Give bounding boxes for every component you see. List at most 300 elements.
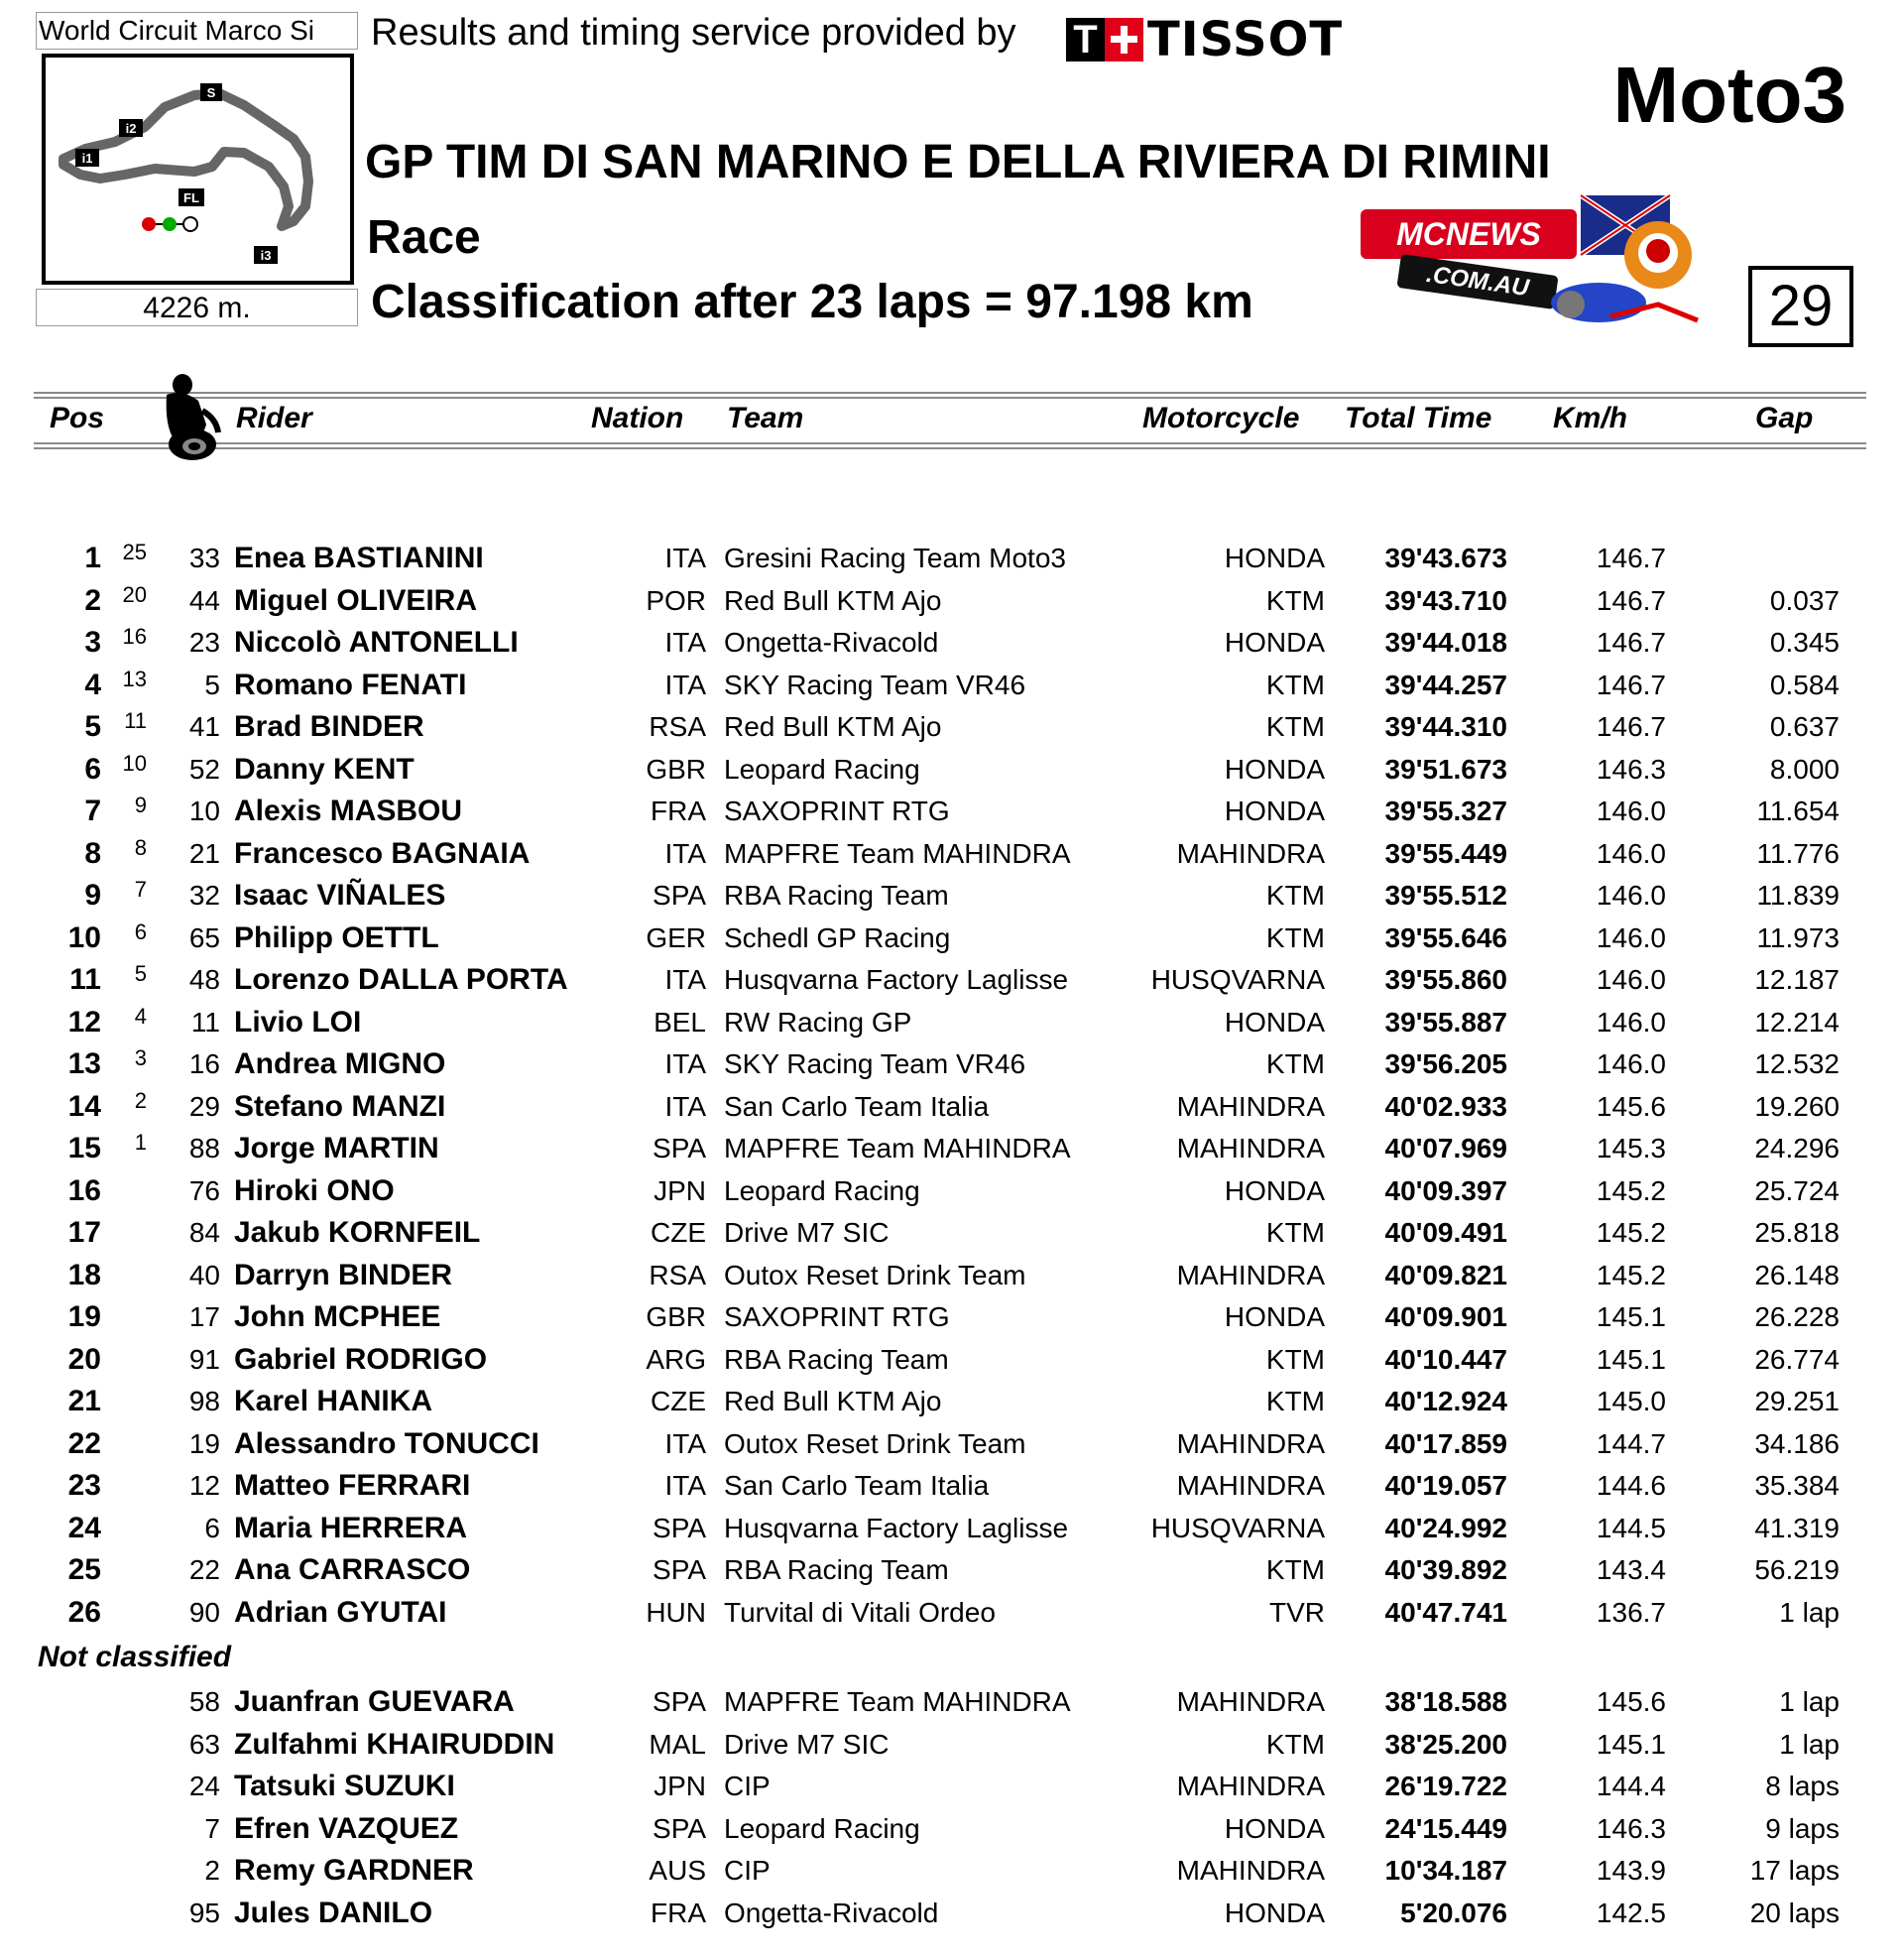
nation: BEL (654, 1006, 706, 1038)
gap: 11.776 (1756, 837, 1840, 869)
speed-kmh: 145.0 (1596, 1386, 1666, 1416)
result-row (0, 706, 1904, 748)
nation: SPA (653, 880, 706, 911)
result-row (0, 665, 1904, 706)
gap: 11.973 (1756, 921, 1840, 953)
header-divider-top-2 (34, 397, 1866, 399)
rider-name: Alexis MASBOU (234, 795, 463, 827)
rider-number: 84 (188, 1217, 220, 1248)
motorcycle: KTM (1265, 1554, 1325, 1585)
points: 1 (134, 1130, 147, 1155)
team: MAPFRE Team MAHINDRA (724, 1133, 1071, 1163)
total-time: 26'19.722 (1384, 1771, 1507, 1801)
total-time: 39'43.673 (1384, 543, 1507, 573)
nation: SPA (653, 1812, 706, 1844)
team: Drive M7 SIC (724, 1728, 890, 1760)
speed-kmh: 146.7 (1596, 543, 1666, 573)
motorcycle: HONDA (1224, 1174, 1325, 1206)
position: 5 (84, 710, 101, 743)
total-time: 39'55.449 (1384, 837, 1507, 869)
rider-number: 24 (188, 1771, 220, 1801)
result-row (0, 833, 1904, 875)
result-row (0, 1296, 1904, 1338)
motorcycle: KTM (1265, 669, 1325, 700)
not-classified-row (0, 1766, 1904, 1807)
result-row (0, 1381, 1904, 1422)
speed-kmh: 145.2 (1596, 1259, 1666, 1290)
result-row (0, 749, 1904, 791)
rider-number: 22 (188, 1554, 220, 1585)
team: Outox Reset Drink Team (724, 1427, 1026, 1459)
result-row (0, 538, 1904, 579)
motorcycle: MAHINDRA (1176, 837, 1325, 869)
position: 9 (84, 879, 101, 912)
nation: ITA (664, 1470, 706, 1501)
nation: SPA (653, 1686, 706, 1717)
result-row (0, 1423, 1904, 1465)
motorcycle: KTM (1265, 880, 1325, 911)
team: San Carlo Team Italia (724, 1090, 990, 1122)
rider-number: 58 (188, 1686, 220, 1717)
team: SAXOPRINT RTG (724, 1301, 950, 1332)
points: 7 (134, 877, 147, 902)
points: 8 (134, 834, 147, 860)
tissot-wordmark: TISSOT (1147, 12, 1344, 67)
team: MAPFRE Team MAHINDRA (724, 837, 1071, 869)
gap: 19.260 (1754, 1090, 1840, 1122)
position: 10 (67, 920, 101, 954)
not-classified-label: Not classified (38, 1641, 232, 1673)
total-time: 39'44.018 (1384, 627, 1507, 658)
rider-name: Darryn BINDER (234, 1258, 453, 1291)
total-time: 39'55.860 (1384, 964, 1507, 995)
rider-number: 21 (188, 837, 220, 869)
gap: 1 lap (1779, 1596, 1840, 1628)
position: 13 (67, 1047, 101, 1080)
position: 17 (67, 1216, 101, 1249)
total-time: 10'34.187 (1384, 1855, 1507, 1886)
rider-name: Matteo FERRARI (234, 1469, 471, 1502)
total-time: 39'55.512 (1384, 880, 1507, 911)
rider-number: 33 (188, 543, 220, 573)
points: 2 (134, 1087, 147, 1113)
points: 4 (134, 1003, 147, 1029)
nation: CZE (651, 1386, 706, 1416)
header-divider-bottom-2 (34, 447, 1866, 449)
rider-number: 65 (188, 921, 220, 953)
gap: 26.774 (1754, 1343, 1840, 1375)
nation: ARG (646, 1343, 706, 1375)
col-total-time-header: Total Time (1345, 402, 1492, 434)
speed-kmh: 146.0 (1596, 837, 1666, 869)
speed-kmh: 145.1 (1596, 1343, 1666, 1375)
watermark-line1: MCNEWS (1396, 216, 1541, 252)
classification-summary: Classification after 23 laps = 97.198 km (371, 276, 1253, 328)
motorcycle: KTM (1265, 1217, 1325, 1248)
gap: 34.186 (1754, 1427, 1840, 1459)
team: MAPFRE Team MAHINDRA (724, 1686, 1071, 1717)
rider-name: Brad BINDER (234, 710, 424, 743)
watermark-line2: .COM.AU (1424, 260, 1531, 303)
motorcycle: KTM (1265, 1048, 1325, 1079)
position: 12 (67, 1005, 101, 1039)
svg-text:FL: FL (183, 190, 199, 205)
speed-kmh: 146.0 (1596, 1006, 1666, 1038)
team: Husqvarna Factory Laglisse (724, 964, 1069, 995)
gap: 12.187 (1754, 964, 1840, 995)
position: 8 (84, 836, 101, 870)
total-time: 24'15.449 (1384, 1812, 1507, 1844)
gap: 35.384 (1754, 1470, 1840, 1501)
col-nation-header: Nation (591, 402, 684, 434)
total-time: 40'09.821 (1384, 1259, 1507, 1290)
rider-name: Miguel OLIVEIRA (234, 583, 478, 617)
gap: 9 laps (1765, 1812, 1840, 1844)
nation: GER (646, 921, 706, 953)
col-rider-header: Rider (236, 402, 312, 434)
tissot-logo (1066, 12, 1344, 67)
rider-name: Romano FENATI (234, 668, 467, 701)
speed-kmh: 146.0 (1596, 921, 1666, 953)
total-time: 40'09.491 (1384, 1217, 1507, 1248)
motorcycle: KTM (1265, 1343, 1325, 1375)
position: 1 (84, 542, 101, 574)
team: CIP (724, 1771, 771, 1801)
total-time: 40'17.859 (1384, 1427, 1507, 1459)
nation: ITA (664, 627, 706, 658)
speed-kmh: 143.4 (1596, 1554, 1666, 1585)
speed-kmh: 146.0 (1596, 880, 1666, 911)
speed-kmh: 143.9 (1596, 1855, 1666, 1886)
svg-text:i1: i1 (81, 151, 93, 166)
event-title: GP TIM DI SAN MARINO E DELLA RIVIERA DI RIMINI (365, 136, 1551, 188)
speed-kmh: 144.6 (1596, 1470, 1666, 1501)
rider-name: Maria HERRERA (234, 1511, 468, 1544)
result-row (0, 1549, 1904, 1591)
gap: 26.148 (1754, 1259, 1840, 1290)
tissot-cross-icon: T (1066, 18, 1143, 61)
motorcycle: HONDA (1224, 543, 1325, 573)
result-row (0, 580, 1904, 622)
speed-kmh: 144.7 (1596, 1427, 1666, 1459)
rider-number: 10 (188, 796, 220, 826)
motorcycle: MAHINDRA (1176, 1855, 1325, 1886)
team: RBA Racing Team (724, 1343, 949, 1375)
rider-number: 17 (188, 1301, 220, 1332)
total-time: 40'09.397 (1384, 1174, 1507, 1206)
result-row (0, 1255, 1904, 1296)
motorcycle: MAHINDRA (1176, 1090, 1325, 1122)
page-number: 29 (1748, 266, 1853, 347)
points: 10 (122, 750, 147, 776)
nation: HUN (646, 1596, 706, 1628)
rider-number: 95 (188, 1897, 220, 1928)
motorcycle: HUSQVARNA (1150, 1512, 1325, 1543)
team: Schedl GP Racing (724, 921, 951, 953)
rider-number: 41 (188, 711, 220, 742)
motorcycle: HONDA (1224, 627, 1325, 658)
result-row (0, 1043, 1904, 1085)
position: 25 (67, 1553, 101, 1586)
gap: 25.724 (1754, 1174, 1840, 1206)
nation: SPA (653, 1554, 706, 1585)
result-row (0, 622, 1904, 664)
nation: ITA (664, 1427, 706, 1459)
gap: 8.000 (1769, 753, 1840, 785)
rider-number: 12 (188, 1470, 220, 1501)
gap: 25.818 (1754, 1217, 1840, 1248)
speed-kmh: 145.3 (1596, 1133, 1666, 1163)
motorcycle: HONDA (1224, 1897, 1325, 1928)
rider-name: Enea BASTIANINI (234, 542, 484, 574)
rider-name: Tatsuki SUZUKI (234, 1770, 455, 1802)
team: RW Racing GP (724, 1006, 912, 1038)
rider-name: Stefano MANZI (234, 1089, 446, 1123)
result-row (0, 1508, 1904, 1549)
nation: GBR (646, 753, 706, 785)
team: CIP (724, 1855, 771, 1886)
motorcycle: HONDA (1224, 796, 1325, 826)
total-time: 40'19.057 (1384, 1470, 1507, 1501)
motorcycle: MAHINDRA (1176, 1133, 1325, 1163)
motorcycle: MAHINDRA (1176, 1470, 1325, 1501)
position: 11 (69, 963, 101, 996)
team: Turvital di Vitali Ordeo (724, 1596, 996, 1628)
nation: JPN (654, 1174, 706, 1206)
rider-number: 19 (188, 1427, 220, 1459)
mcnews-watermark (1361, 193, 1714, 330)
rider-number: 63 (188, 1728, 220, 1760)
speed-kmh: 142.5 (1596, 1897, 1666, 1928)
rider-number: 88 (188, 1133, 220, 1163)
motorcycle: KTM (1265, 711, 1325, 742)
header-divider-top (34, 392, 1866, 394)
result-row (0, 1086, 1904, 1128)
position: 7 (84, 795, 101, 827)
gap: 1 lap (1779, 1728, 1840, 1760)
gap: 56.219 (1754, 1554, 1840, 1585)
points: 25 (122, 540, 147, 564)
track-map (42, 54, 354, 285)
speed-kmh: 145.1 (1596, 1728, 1666, 1760)
total-time: 40'02.933 (1384, 1090, 1507, 1122)
rider-name: Hiroki ONO (234, 1173, 395, 1207)
speed-kmh: 146.7 (1596, 669, 1666, 700)
position: 21 (67, 1385, 101, 1417)
team: Red Bull KTM Ajo (724, 1386, 942, 1416)
team: SKY Racing Team VR46 (724, 669, 1026, 700)
rider-name: Niccolò ANTONELLI (234, 626, 519, 659)
points: 13 (122, 666, 147, 691)
rider-number: 5 (204, 669, 220, 700)
rider-name: Efren VAZQUEZ (234, 1811, 459, 1845)
motorcycle: HONDA (1224, 1301, 1325, 1332)
nation: RSA (649, 711, 706, 742)
total-time: 40'24.992 (1384, 1512, 1507, 1543)
total-time: 40'39.892 (1384, 1554, 1507, 1585)
gap: 11.839 (1756, 880, 1840, 911)
result-row (0, 791, 1904, 832)
motorcycle: MAHINDRA (1176, 1427, 1325, 1459)
rider-name: Danny KENT (234, 752, 415, 786)
result-row (0, 959, 1904, 1001)
rider-name: Philipp OETTL (234, 920, 439, 954)
total-time: 5'20.076 (1400, 1897, 1507, 1928)
rider-number: 11 (190, 1006, 220, 1038)
rider-number: 91 (188, 1343, 220, 1375)
motorcycle: KTM (1265, 584, 1325, 616)
nation: ITA (664, 964, 706, 995)
position: 2 (84, 583, 101, 617)
points: 6 (134, 918, 147, 944)
position: 6 (84, 752, 101, 786)
result-row (0, 875, 1904, 917)
total-time: 38'25.200 (1384, 1728, 1507, 1760)
team: SKY Racing Team VR46 (724, 1048, 1026, 1079)
col-motorcycle-header: Motorcycle (1142, 402, 1300, 434)
rider-name: Adrian GYUTAI (234, 1595, 447, 1629)
rider-name: Karel HANIKA (234, 1385, 433, 1417)
result-row (0, 1465, 1904, 1507)
gap: 12.214 (1754, 1006, 1840, 1038)
gap: 0.037 (1769, 584, 1840, 616)
result-row (0, 1002, 1904, 1043)
position: 16 (67, 1173, 101, 1207)
gap: 0.637 (1769, 711, 1840, 742)
speed-kmh: 136.7 (1596, 1596, 1666, 1628)
not-classified-row (0, 1808, 1904, 1850)
motorcycle: HUSQVARNA (1150, 964, 1325, 995)
rider-name: Lorenzo DALLA PORTA (234, 963, 568, 996)
rider-name: Livio LOI (234, 1005, 362, 1039)
nation: GBR (646, 1301, 706, 1332)
nation: ITA (664, 543, 706, 573)
speed-kmh: 146.7 (1596, 711, 1666, 742)
position: 23 (67, 1469, 101, 1502)
circuit-length: 4226 m. (36, 289, 358, 326)
points: 3 (134, 1045, 147, 1070)
team: Ongetta-Rivacold (724, 627, 939, 658)
speed-kmh: 146.3 (1596, 753, 1666, 785)
team: San Carlo Team Italia (724, 1470, 990, 1501)
nation: SPA (653, 1133, 706, 1163)
points: 11 (124, 708, 147, 733)
rider-number: 48 (188, 964, 220, 995)
points: 5 (134, 961, 147, 986)
nation: ITA (664, 837, 706, 869)
rider-name: Zulfahmi KHAIRUDDIN (234, 1727, 555, 1761)
team: Drive M7 SIC (724, 1217, 890, 1248)
gap: 11.654 (1756, 796, 1840, 826)
speed-kmh: 145.6 (1596, 1686, 1666, 1717)
gap: 0.584 (1769, 669, 1840, 700)
rider-name: Ana CARRASCO (234, 1553, 471, 1586)
result-row (0, 918, 1904, 959)
not-classified-row (0, 1850, 1904, 1892)
speed-kmh: 146.0 (1596, 1048, 1666, 1079)
not-classified-row (0, 1893, 1904, 1934)
gap: 29.251 (1754, 1386, 1840, 1416)
col-kmh-header: Km/h (1553, 402, 1627, 434)
total-time: 39'55.327 (1384, 796, 1507, 826)
total-time: 38'18.588 (1384, 1686, 1507, 1717)
timing-provider-text: Results and timing service provided by (371, 12, 1016, 54)
result-row (0, 1170, 1904, 1212)
speed-kmh: 144.4 (1596, 1771, 1666, 1801)
rider-number: 52 (188, 753, 220, 785)
speed-kmh: 146.3 (1596, 1812, 1666, 1844)
category-title: Moto3 (1612, 51, 1846, 139)
col-team-header: Team (727, 402, 804, 434)
total-time: 39'51.673 (1384, 753, 1507, 785)
motorcycle-rider-icon (153, 371, 226, 462)
nation: SPA (653, 1512, 706, 1543)
rider-name: Alessandro TONUCCI (234, 1426, 539, 1460)
position: 18 (67, 1258, 101, 1291)
total-time: 40'09.901 (1384, 1301, 1507, 1332)
nation: POR (646, 584, 706, 616)
team: RBA Racing Team (724, 1554, 949, 1585)
col-pos-header: Pos (50, 402, 105, 434)
rider-name: Francesco BAGNAIA (234, 836, 531, 870)
total-time: 39'44.257 (1384, 669, 1507, 700)
team: Leopard Racing (724, 1812, 920, 1844)
rider-number: 2 (204, 1855, 220, 1886)
rider-number: 90 (188, 1596, 220, 1628)
motorcycle: MAHINDRA (1176, 1686, 1325, 1717)
motorcycle: KTM (1265, 921, 1325, 953)
rider-name: Remy GARDNER (234, 1854, 474, 1887)
speed-kmh: 145.2 (1596, 1174, 1666, 1206)
points: 9 (134, 793, 147, 817)
rider-name: Jules DANILO (234, 1896, 433, 1929)
total-time: 39'56.205 (1384, 1048, 1507, 1079)
total-time: 39'55.646 (1384, 921, 1507, 953)
rider-number: 16 (188, 1048, 220, 1079)
team: Outox Reset Drink Team (724, 1259, 1026, 1290)
position: 14 (67, 1089, 101, 1123)
not-classified-row (0, 1681, 1904, 1723)
points: 20 (122, 581, 147, 607)
total-time: 39'44.310 (1384, 711, 1507, 742)
circuit-name: World Circuit Marco Si (36, 12, 358, 50)
rider-name: Andrea MIGNO (234, 1047, 446, 1080)
header-divider-bottom (34, 442, 1866, 444)
gap: 26.228 (1754, 1301, 1840, 1332)
motorcycle: HONDA (1224, 1812, 1325, 1844)
gap: 8 laps (1765, 1771, 1840, 1801)
rider-number: 44 (188, 584, 220, 616)
nation: FRA (651, 1897, 706, 1928)
team: Leopard Racing (724, 1174, 920, 1206)
gap: 20 laps (1749, 1897, 1840, 1928)
col-gap-header: Gap (1755, 402, 1814, 434)
speed-kmh: 145.2 (1596, 1217, 1666, 1248)
total-time: 39'43.710 (1384, 584, 1507, 616)
nation: FRA (651, 796, 706, 826)
speed-kmh: 144.5 (1596, 1512, 1666, 1543)
position: 19 (67, 1300, 101, 1333)
rider-number: 6 (204, 1512, 220, 1543)
nation: RSA (649, 1259, 706, 1290)
total-time: 40'10.447 (1384, 1343, 1507, 1375)
session-title: Race (367, 211, 481, 264)
team: Ongetta-Rivacold (724, 1897, 939, 1928)
team: Husqvarna Factory Laglisse (724, 1512, 1069, 1543)
team: SAXOPRINT RTG (724, 796, 950, 826)
total-time: 40'12.924 (1384, 1386, 1507, 1416)
rider-name: Juanfran GUEVARA (234, 1685, 515, 1718)
